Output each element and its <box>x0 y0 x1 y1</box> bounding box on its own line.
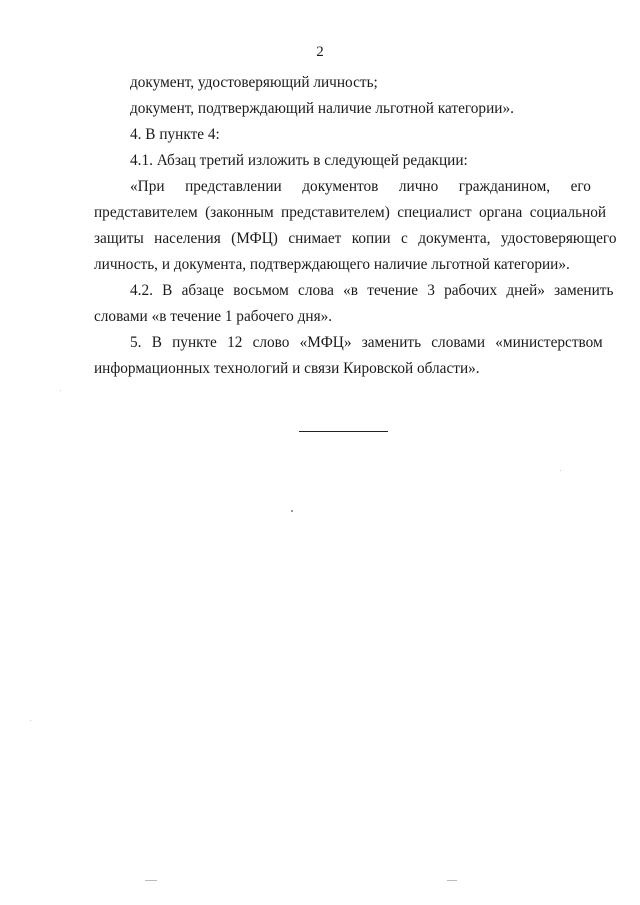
scan-speck <box>60 390 61 391</box>
body-line-6: представителем (законным представителем) специалист органа социальной <box>94 204 607 221</box>
body-line-1: документ, удостоверяющий личность; <box>130 74 378 91</box>
page-number: 2 <box>316 44 324 60</box>
body-line-4: 4.1. Абзац третий изложить в следующей редакции: <box>130 152 468 169</box>
scan-speck <box>145 880 157 881</box>
body-line-5-word: гражданином, <box>458 178 551 195</box>
body-line-3: 4. В пункте 4: <box>130 126 220 143</box>
scan-speck <box>30 720 31 721</box>
body-line-5 <box>130 174 591 200</box>
body-line-8: личность, и документа, подтверждающего наличие льготной категории». <box>94 256 570 273</box>
body-line-9: 4.2. В абзаце восьмом слова «в течение 3 рабочих дней» заменить <box>130 282 614 299</box>
end-separator-line <box>299 431 388 432</box>
body-line-5-word: его <box>570 178 591 195</box>
body-line-11: 5. В пункте 12 слово «МФЦ» заменить словами «министерством <box>130 334 603 351</box>
body-line-5-word: представлении <box>185 178 282 195</box>
body-line-12: информационных технологий и связи Кировской области». <box>94 360 480 377</box>
body-line-2: документ, подтверждающий наличие льготной категории». <box>130 100 514 117</box>
body-line-7: защиты населения (МФЦ) снимает копии с документа, удостоверяющего <box>94 230 617 247</box>
scan-speck <box>447 880 457 881</box>
body-line-5-word: документов <box>302 178 379 195</box>
scan-speck <box>560 470 561 471</box>
body-line-10: словами «в течение 1 рабочего дня». <box>94 308 333 325</box>
body-line-5-word: лично <box>398 178 439 195</box>
body-line-5-word: «При <box>130 178 165 195</box>
scan-speck <box>291 510 293 512</box>
